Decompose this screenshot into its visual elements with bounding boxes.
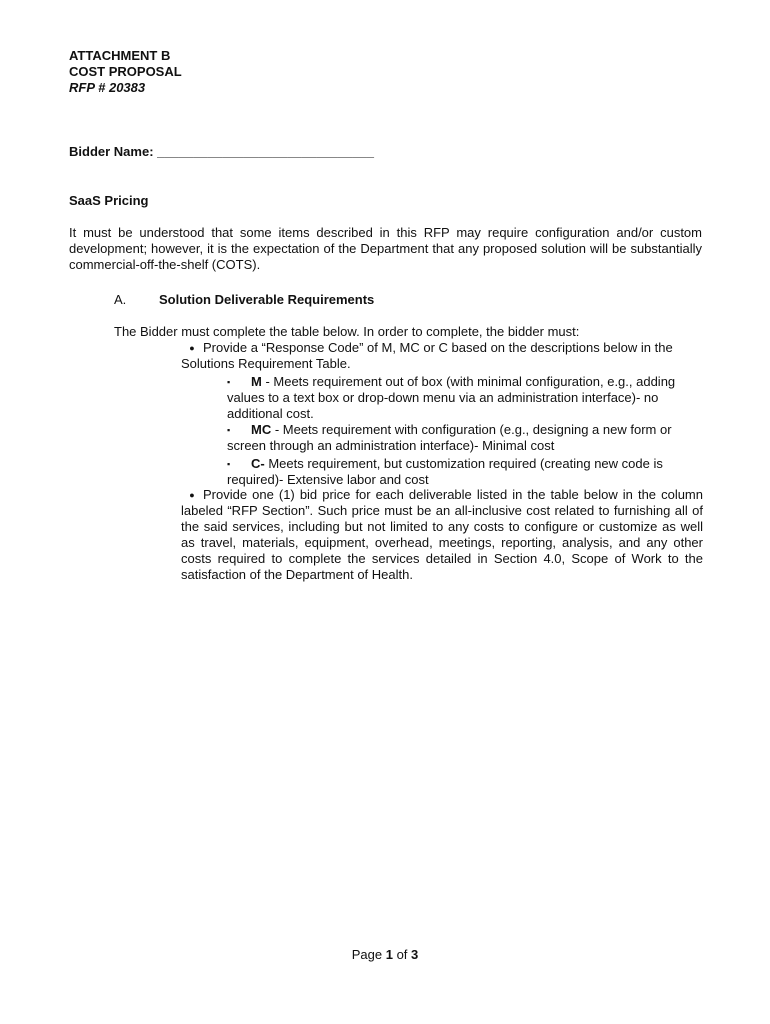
list-item [181,340,703,372]
page-current: 1 [385,947,393,962]
list-item-text: Provide one (1) bid price for each deliverable listed in the table below in the column labeled “RFP Section”. Such price must be an all-inclusive cost related to furnishing all of the said services, including but not limited to any costs to configure or customize as well as travel, materials, equipment, overhead, meetings, reporting, analysis, and any other costs required to complete the services detailed in Section 4.0, Scope of Work to the satisfaction of the Department of Health. [181,487,703,582]
bullet-icon: ● [189,490,195,500]
section-title: SaaS Pricing [69,193,149,208]
square-bullet-icon: ▪ [227,425,231,435]
intro-paragraph: It must be understood that some items described in this RFP may require configuration and/or custom development; however, it is the expectation of the Department that any proposed solution will be substantially commercial-off-the-shelf (COTS). [69,225,702,272]
list-item [181,487,703,583]
square-bullet-icon: ▪ [227,459,231,469]
bullet-icon: ● [189,343,195,353]
subsection-heading [114,292,374,308]
instructions-text: The Bidder must complete the table below. In order to complete, the bidder must: [114,324,580,339]
page-middle: of [392,947,412,962]
code-item-m [227,374,704,422]
code-description: - Meets requirement with configuration (e.g., designing a new form or screen through an administration interface)- Minimal cost [227,422,672,453]
code-label: MC [251,422,272,437]
subsection-letter: A. [114,292,127,307]
code-item-c [227,456,704,488]
code-label: C- [251,456,265,471]
list-item-text: Provide a “Response Code” of M, MC or C based on the descriptions below in the Solutions Requirement Table. [181,340,673,371]
code-item-mc [227,422,704,454]
code-description: Meets requirement, but customization required (creating new code is required)- Extensive labor and cost [227,456,663,487]
bidder-name-field: Bidder Name: ______________________________ [69,144,375,159]
square-bullet-icon: ▪ [227,377,231,387]
cost-proposal-label: COST PROPOSAL [69,64,182,79]
document-header [69,48,182,96]
page-prefix: Page [351,947,386,962]
code-description: - Meets requirement out of box (with minimal configuration, e.g., adding values to a text box or drop-down menu via an administration interface)- no additional cost. [227,374,676,421]
subsection-title: Solution Deliverable Requirements [159,292,375,307]
code-label: M [251,374,262,389]
attachment-label: ATTACHMENT B [69,48,171,63]
rfp-number: RFP # 20383 [69,80,146,95]
page-footer [0,947,770,963]
page-total: 3 [411,947,419,962]
